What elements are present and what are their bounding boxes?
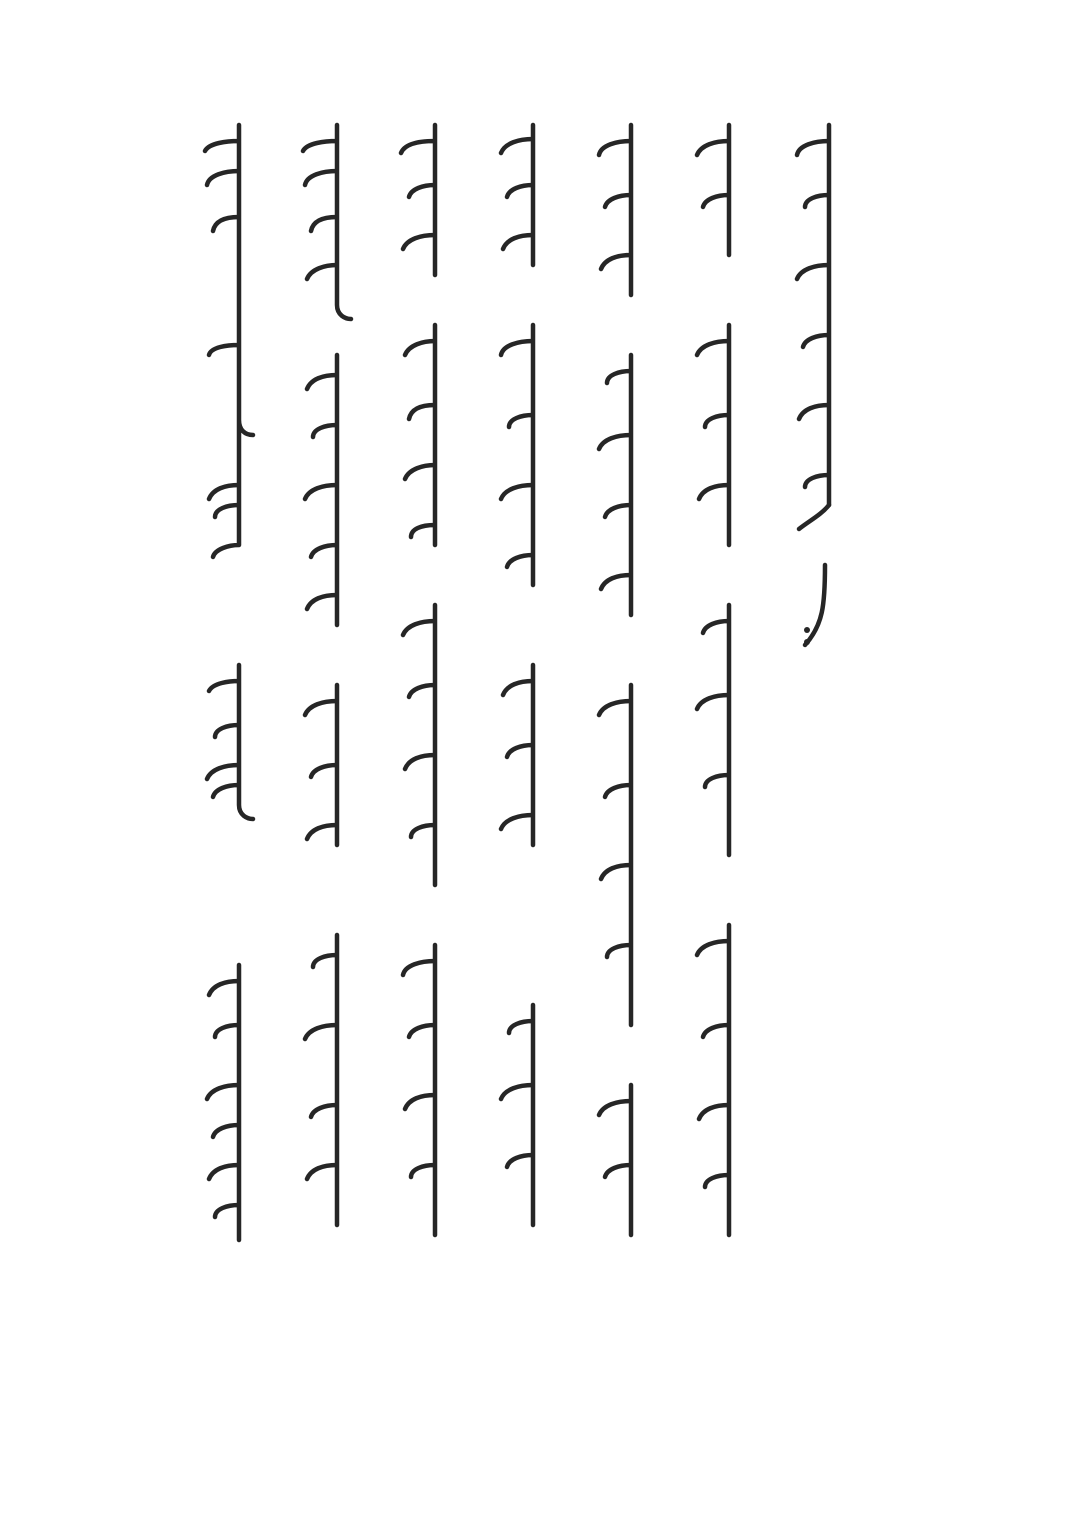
mongolian-script-column-3 xyxy=(391,125,451,1240)
mongolian-script-column-1 xyxy=(195,125,255,1240)
mongolian-script-column-4 xyxy=(489,125,549,1240)
text-column-7 xyxy=(785,125,845,1240)
mongolian-script-column-7 xyxy=(785,125,845,1240)
mongolian-script-column-5 xyxy=(587,125,647,1240)
text-column-6 xyxy=(685,125,745,1240)
mongolian-text-block xyxy=(195,125,845,1240)
text-column-3 xyxy=(391,125,451,1240)
text-column-5 xyxy=(587,125,647,1240)
text-column-4 xyxy=(489,125,549,1240)
mongolian-script-column-2 xyxy=(293,125,353,1240)
text-column-1 xyxy=(195,125,255,1240)
text-column-2 xyxy=(293,125,353,1240)
mongolian-script-column-6 xyxy=(685,125,745,1240)
